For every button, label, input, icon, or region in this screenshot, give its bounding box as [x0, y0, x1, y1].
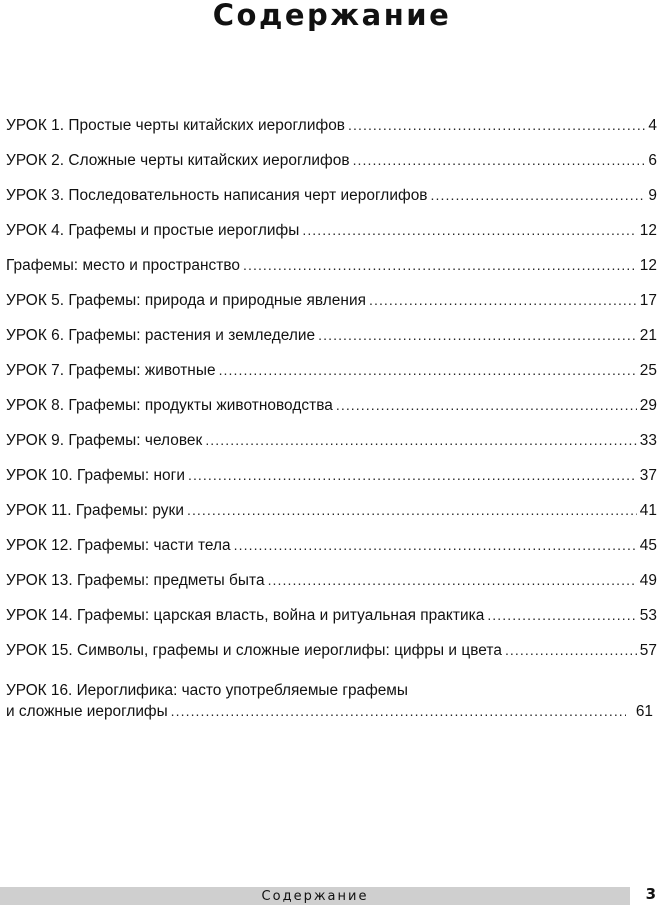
toc-entry-page: 29 [639, 397, 657, 414]
dot-leader [187, 501, 637, 520]
toc-entry-title: УРОК 12. Графемы: части тела [6, 537, 231, 554]
toc-entry-title-line2: и сложные иероглифы [6, 703, 168, 720]
toc-entry-page: 45 [639, 537, 657, 554]
dot-leader [205, 431, 636, 450]
dot-leader [219, 361, 637, 380]
toc-entry-page: 17 [639, 292, 657, 309]
page-number: 3 [645, 885, 656, 903]
toc-entry-title-line1: УРОК 16. Иероглифика: часто употребляемые графемы [6, 682, 408, 699]
toc-entry-page: 57 [639, 642, 657, 659]
dot-leader [431, 186, 646, 205]
toc-entry-title: УРОК 13. Графемы: предметы быта [6, 572, 265, 589]
dot-leader [336, 396, 637, 415]
toc-entry-lesson-11[interactable] [6, 501, 657, 520]
dot-leader [171, 702, 626, 721]
toc-entry-page: 49 [639, 572, 657, 589]
toc-entry-title: УРОК 8. Графемы: продукты животноводства [6, 397, 333, 414]
toc-entry-graphemes-place[interactable] [6, 256, 657, 275]
toc-entry-page: 6 [648, 152, 657, 169]
toc-entry-lesson-15[interactable] [6, 641, 657, 660]
toc-entry-title: УРОК 7. Графемы: животные [6, 362, 216, 379]
toc-entry-lesson-13[interactable] [6, 571, 657, 590]
toc-entry-page: 37 [639, 467, 657, 484]
toc-entry-title: УРОК 1. Простые черты китайских иероглифов [6, 117, 346, 134]
toc-entry-title: УРОК 10. Графемы: ноги [6, 467, 185, 484]
toc-entry-lesson-7[interactable] [6, 361, 657, 380]
toc-entry-page: 21 [639, 327, 657, 344]
dot-leader [243, 256, 637, 275]
toc-entry-title: Графемы: место и пространство [6, 257, 240, 274]
toc-entry-lesson-6[interactable] [6, 326, 657, 345]
dot-leader [268, 571, 637, 590]
toc-entry-title: УРОК 2. Сложные черты китайских иероглифов [6, 152, 350, 169]
toc-entry-page: 41 [639, 502, 657, 519]
toc-entry-title: УРОК 14. Графемы: царская власть, война и ритуальная практика [6, 607, 485, 624]
toc-entry-title: УРОК 9. Графемы: человек [6, 432, 203, 449]
toc-entry-title: УРОК 5. Графемы: природа и природные явления [6, 292, 366, 309]
toc-entry-lesson-10[interactable] [6, 466, 657, 485]
toc-entry-lesson-4[interactable] [6, 221, 657, 240]
page-title: Содержание [212, 0, 452, 32]
toc-entry-lesson-14[interactable] [6, 606, 657, 625]
toc-entry-title: УРОК 15. Символы, графемы и сложные иероглифы: цифры и цвета [6, 642, 502, 659]
toc-entry-title: УРОК 4. Графемы и простые иероглифы [6, 222, 300, 239]
toc-entry-page: 25 [639, 362, 657, 379]
dot-leader [302, 221, 636, 240]
toc-entry-lesson-2[interactable] [6, 151, 657, 170]
toc-entry-page: 53 [639, 607, 657, 624]
dot-leader [188, 466, 637, 485]
footer-section-label: Содержание [261, 889, 369, 904]
toc-entry-page: 61 [635, 703, 653, 720]
dot-leader [487, 606, 636, 625]
toc-entry-page: 33 [639, 432, 657, 449]
dot-leader [369, 291, 637, 310]
dot-leader [353, 151, 646, 170]
toc-entry-lesson-1[interactable] [6, 116, 657, 135]
dot-leader [234, 536, 637, 555]
toc-entry-page: 12 [639, 257, 657, 274]
toc-entry-lesson-8[interactable] [6, 396, 657, 415]
dot-leader [505, 641, 637, 660]
toc-entry-lesson-9[interactable] [6, 431, 657, 450]
toc-entry-title: УРОК 3. Последовательность написания черт иероглифов [6, 187, 428, 204]
toc-entry-lesson-3[interactable] [6, 186, 657, 205]
toc-entry-lesson-16[interactable] [6, 681, 657, 721]
dot-leader [348, 116, 645, 135]
dot-leader [318, 326, 637, 345]
toc-entry-page: 9 [648, 187, 657, 204]
toc-entry-title: УРОК 6. Графемы: растения и земледелие [6, 327, 316, 344]
toc-entry-page: 4 [648, 117, 657, 134]
toc-entry-lesson-12[interactable] [6, 536, 657, 555]
toc-entry-page: 12 [639, 222, 657, 239]
toc-entry-lesson-5[interactable] [6, 291, 657, 310]
toc-entry-title: УРОК 11. Графемы: руки [6, 502, 184, 519]
